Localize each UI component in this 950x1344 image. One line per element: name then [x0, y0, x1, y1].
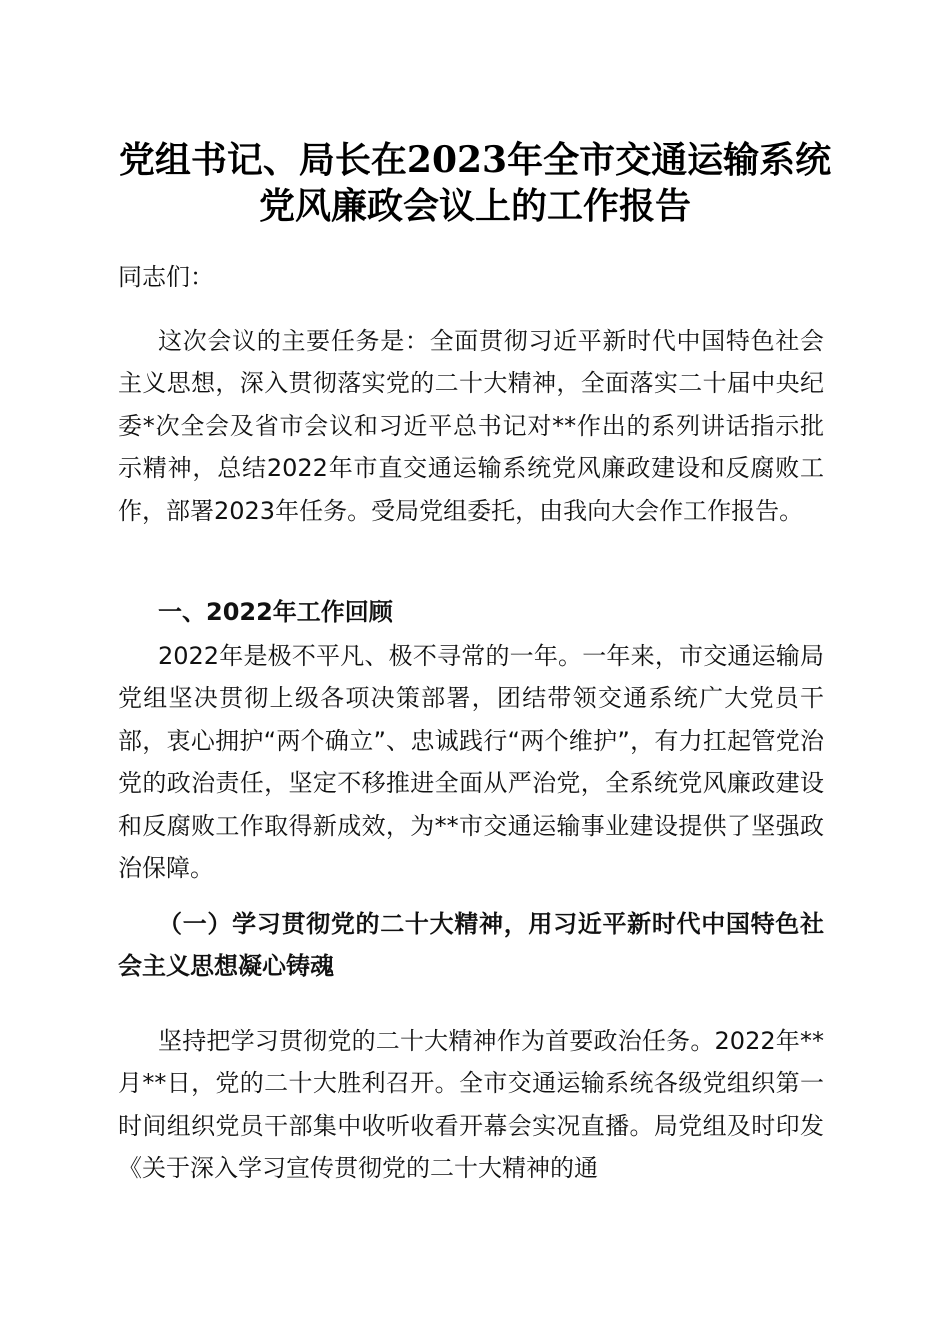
paragraph-study: 坚持把学习贯彻党的二十大精神作为首要政治任务。2022年**月**日，党的二十大胜利召开。全市交通运输系统各级党组织第一时间组织党员干部集中收听收看开幕会实况直播。局党组及时印发《关于深入学习宣传贯彻党的二十大精神的通 — [118, 1027, 824, 1183]
subsection-heading-study: （一）学习贯彻党的二十大精神，用习近平新时代中国特色社会主义思想凝心铸魂 — [118, 910, 824, 981]
paragraph-review: 2022年是极不平凡、极不寻常的一年。一年来，市交通运输局党组坚决贯彻上级各项决策部署，团结带领交通系统广大党员干部，衷心拥护“两个确立”、忠诚践行“两个维护”，有力扛起管党治党的政治责任，坚定不移推进全面从严治党，全系统党风廉政建设和反腐败工作取得新成效，为**市交通运输事业建设提供了坚强政治保障。 — [118, 642, 824, 883]
section-heading-review: 一、2022年工作回顾 — [158, 598, 393, 626]
paragraph-intro: 这次会议的主要任务是：全面贯彻习近平新时代中国特色社会主义思想，深入贯彻落实党的二十大精神，全面落实二十届中央纪委*次全会及省市会议和习近平总书记对**作出的系列讲话指示批示精神，总结2022年市直交通运输系统党风廉政建设和反腐败工作，部署2023年任务。受局党组委托，由我向大会作工作报告。 — [118, 327, 824, 525]
document-title-line-1: 党组书记、局长在2023年全市交通运输系统 — [118, 139, 832, 181]
document-title-line-2: 党风廉政会议上的工作报告 — [258, 185, 691, 227]
salutation: 同志们： — [118, 263, 214, 291]
